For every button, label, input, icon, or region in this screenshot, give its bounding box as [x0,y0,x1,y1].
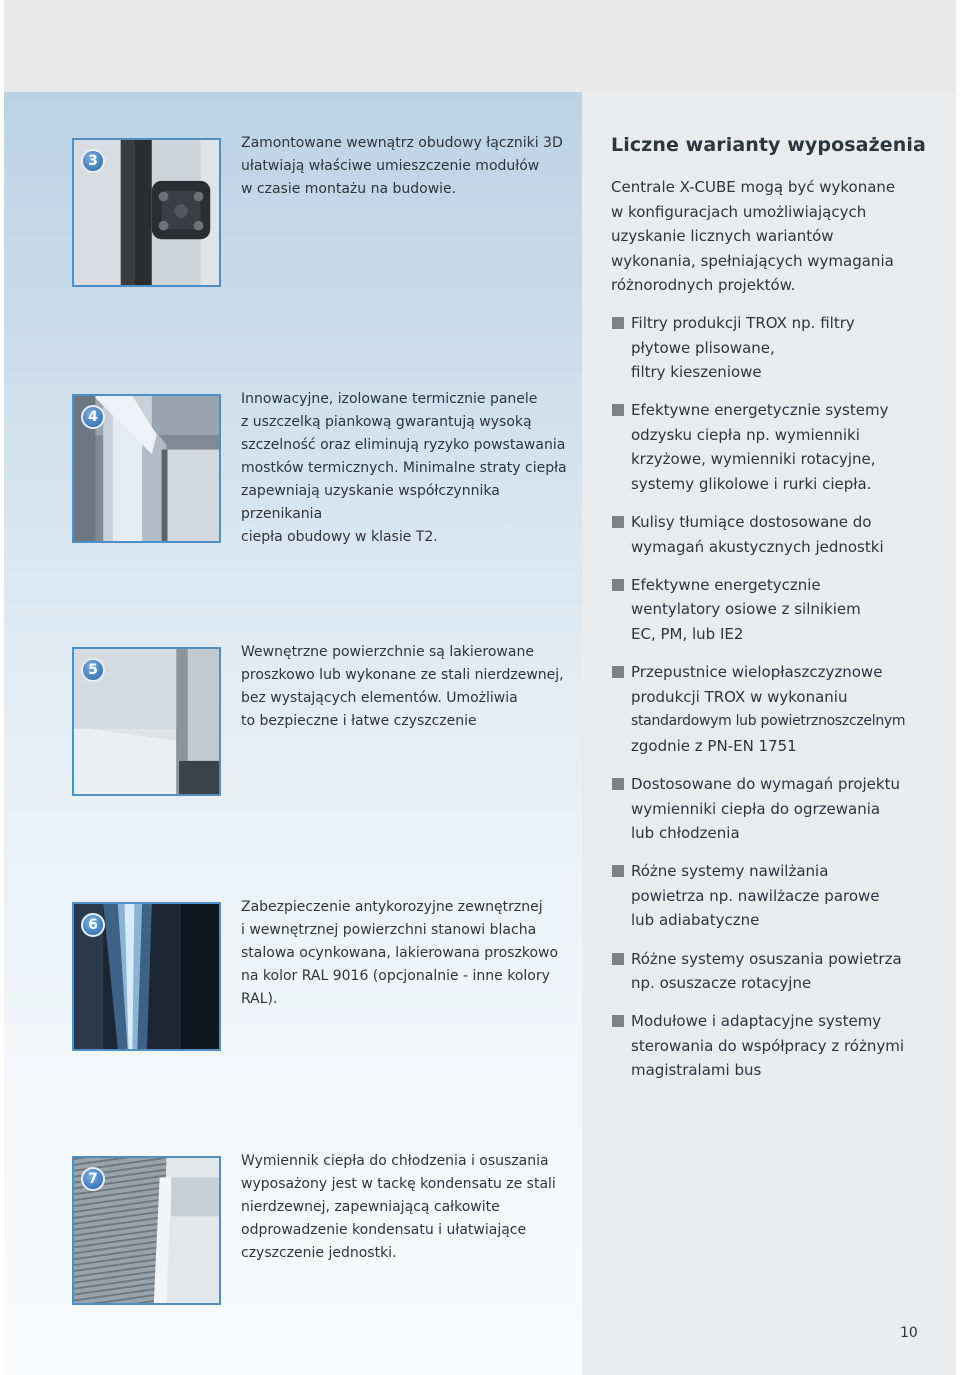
heat-exchanger-photo [72,1156,221,1305]
list-item [612,510,947,559]
bullet-6-line-3: lub chłodzenia [631,824,740,843]
intro-line-5: różnorodnych projektów. [611,276,796,295]
feature-4-line-1: Innowacyjne, izolowane termicznie panele [241,391,538,407]
feature-6-line-2: i wewnętrznej powierzchni stanowi blacha [241,922,537,938]
bullet-9-line-2: sterowania do współpracy z różnymi [631,1036,905,1055]
galvanized-sheet-photo [72,902,221,1051]
equipment-list [612,311,947,1097]
bullet-7-line-3: lub adiabatyczne [631,911,760,930]
bullet-square-icon [612,865,624,877]
badge-3: 3 [81,149,105,173]
page-number: 10 [900,1325,918,1341]
feature-6-line-5: RAL). [241,991,278,1007]
feature-4-line-2: z uszczelką piankową gwarantują wysoką [241,414,532,430]
bullet-square-icon [612,516,624,528]
bullet-square-icon [612,953,624,965]
bullet-1-line-1: Filtry produkcji TROX np. filtry [631,314,855,332]
list-item [612,660,947,758]
feature-7-line-1: Wymiennik ciepła do chłodzenia i osuszania [241,1153,549,1169]
intro-line-1: Centrale X-CUBE mogą być wykonane [611,178,896,196]
badge-6: 6 [81,913,105,937]
feature-7-text [241,1150,571,1265]
feature-6-line-1: Zabezpieczenie antykorozyjne zewnętrznej [241,899,543,915]
intro-line-3: uzyskanie licznych wariantów [611,227,834,246]
bullet-square-icon [612,404,624,416]
feature-7-line-2: wyposażony jest w tackę kondensatu ze stali [241,1176,556,1192]
bullet-8-line-1: Różne systemy osuszania powietrza [631,949,902,968]
bullet-4-line-1: Efektywne energetycznie [631,575,821,594]
list-item [612,947,947,996]
feature-4-line-4: mostków termicznych. Minimalne straty ciepła [241,460,567,476]
bullet-square-icon [612,1015,624,1027]
bullet-7-line-1: Różne systemy nawilżania [631,862,829,881]
feature-4-line-6: ciepła obudowy w klasie T2. [241,529,438,545]
feature-5-line-1: Wewnętrzne powierzchnie są lakierowane [241,644,534,660]
bullet-square-icon [612,579,624,591]
bullet-square-icon [612,317,624,329]
bullet-8-line-2: np. osuszacze rotacyjne [631,974,812,993]
interior-surface-photo [72,647,221,796]
feature-5-line-4: to bezpieczne i łatwe czyszczenie [241,713,477,729]
sidebar-heading: Liczne warianty wyposażenia [611,134,926,156]
connector-3d-photo [72,138,221,287]
bullet-9-line-3: magistralami bus [631,1061,762,1080]
feature-6-line-4: na kolor RAL 9016 (opcjonalnie - inne kolory [241,968,550,984]
feature-6-text [241,896,571,1011]
bullet-2-line-4: systemy glikolowe i rurki ciepła. [631,475,872,494]
feature-6-line-3: stalowa ocynkowana, lakierowana proszkowo [241,945,559,961]
insulated-panel-photo [72,394,221,543]
feature-3-text [241,132,571,201]
bullet-6-line-1: Dostosowane do wymagań projektu [631,775,900,793]
list-item [612,311,947,385]
sidebar-intro [611,175,941,298]
bullet-2-line-3: krzyżowe, wymienniki rotacyjne, [631,450,876,469]
bullet-9-line-1: Modułowe i adaptacyjne systemy [631,1012,882,1031]
intro-line-2: w konfiguracjach umożliwiających [611,202,867,221]
bullet-4-line-3: EC, PM, lub IE2 [631,625,744,644]
bullet-1-line-2: płytowe plisowane, [631,338,775,357]
feature-5-text [241,641,571,733]
list-item [612,398,947,496]
badge-5: 5 [81,658,105,682]
list-item [612,573,947,647]
feature-4-text [241,388,571,549]
bullet-1-line-3: filtry kieszeniowe [631,363,762,382]
bullet-4-line-2: wentylatory osiowe z silnikiem [631,600,861,619]
bullet-3-line-2: wymagań akustycznych jednostki [631,537,884,556]
feature-5-line-3: bez wystających elementów. Umożliwia [241,690,518,706]
feature-4-line-5: zapewniają uzyskanie współczynnika przenikania [241,483,500,522]
list-item [612,772,947,846]
feature-4-line-3: szczelność oraz eliminują ryzyko powstawania [241,437,566,453]
feature-7-line-3: nierdzewnej, zapewniającą całkowite [241,1199,500,1215]
intro-line-4: wykonania, spełniających wymagania [611,251,894,270]
list-item [612,859,947,933]
badge-7: 7 [81,1167,105,1191]
bullet-5-line-3: standardowym lub powietrznoszczelnym [631,713,906,730]
bullet-2-line-1: Efektywne energetycznie systemy [631,401,889,420]
list-item [612,1009,947,1083]
feature-3-line-3: w czasie montażu na budowie. [241,181,457,197]
feature-7-line-4: odprowadzenie kondensatu i ułatwiające [241,1222,527,1238]
feature-3-line-1: Zamontowane wewnątrz obudowy łączniki 3D [241,135,563,151]
bullet-5-line-1: Przepustnice wielopłaszczyznowe [631,663,883,682]
bullet-6-line-2: wymienniki ciepła do ogrzewania [631,799,881,818]
top-band [4,0,956,92]
feature-5-line-2: proszkowo lub wykonane ze stali nierdzewnej, [241,667,564,683]
bullet-3-line-1: Kulisy tłumiące dostosowane do [631,513,872,532]
bullet-2-line-2: odzysku ciepła np. wymienniki [631,425,860,444]
badge-4: 4 [81,405,105,429]
bullet-5-line-4: zgodnie z PN-EN 1751 [631,736,797,755]
bullet-square-icon [612,666,624,678]
feature-7-line-5: czyszczenie jednostki. [241,1245,397,1261]
feature-3-line-2: ułatwiają właściwe umieszczenie modułów [241,158,540,174]
bullet-7-line-2: powietrza np. nawilżacze parowe [631,886,880,905]
bullet-5-line-2: produkcji TROX w wykonaniu [631,687,848,706]
bullet-square-icon [612,778,624,790]
